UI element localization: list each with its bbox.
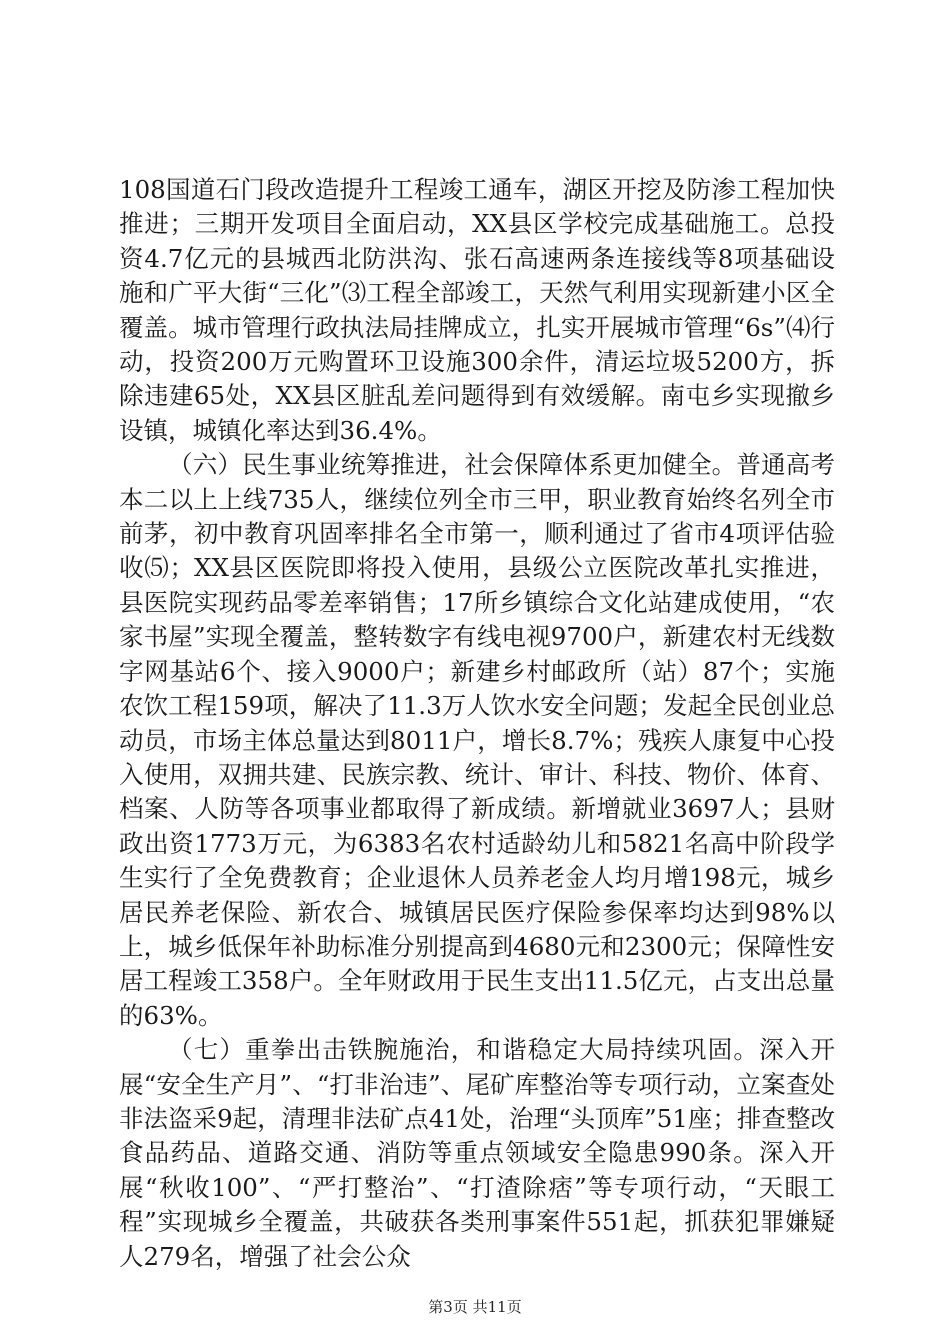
paragraph-stability: （七）重拳出击铁腕施治，和谐稳定大局持续巩固。深入开展“安全生产月”、“打非治违”、尾矿库整治等专项行动，立案查处非法盗采9起，清理非法矿点41处，治理“头顶库”51座；排查整改食品药品、道路交通、消防等重点领域安全隐患990条。深入开展“秋收100”、“严打整治”、“打渣除痞”等专项行动，“天眼工程”实现城乡全覆盖，共破获各类刑事案件551起，抓获犯罪嫌疑人279名，增强了社会公众 xyxy=(119,1035,835,1271)
paragraph-livelihood: （六）民生事业统筹推进，社会保障体系更加健全。普通高考本二以上上线735人，继续位列全市三甲，职业教育始终名列全市前茅，初中教育巩固率排名全市第一，顺利通过了省市4项评估验收⑸；XX县区医院即将投入使用，县级公立医院改革扎实推进，县医院实现药品零差率销售；17所乡镇综合文化站建成使用，“农家书屋”实现全覆盖，整转数字有线电视9700户，新建农村无线数字网基站6个、接入9000户；新建乡村邮政所（站）87个；实施农饮工程159项，解决了11.3万人饮水安全问题；发起全民创业总动员，市场主体总量达到8011户，增长8.7%；残疾人康复中心投入使用，双拥共建、民族宗教、统计、审计、科技、物价、体育、档案、人防等各项事业都取得了新成绩。新增就业3697人；县财政出资1773万元，为6383名农村适龄幼儿和5821名高中阶段学生实行了全免费教育；企业退休人员养老金人均月增198元，城乡居民养老保险、新农合、城镇居民医疗保险参保率均达到98%以上，城乡低保年补助标准分别提高到4680元和2300元；保障性安居工程竣工358户。全年财政用于民生支出11.5亿元，占支出总量的63%。 xyxy=(119,450,835,1030)
paragraph-infrastructure: 108国道石门段改造提升工程竣工通车，湖区开挖及防渗工程加快推进；三期开发项目全面启动，XX县区学校完成基础施工。总投资4.7亿元的县城西北防洪沟、张石高速两条连接线等8项基础设施和广平大街“三化”⑶工程全部竣工，天然气利用实现新建小区全覆盖。城市管理行政执法局挂牌成立，扎实开展城市管理“6s”⑷行动，投资200万元购置环卫设施300余件，清运垃圾5200方，拆除违建65处，XX县区脏乱差问题得到有效缓解。南屯乡实现撤乡设镇，城镇化率达到36.4%。 xyxy=(119,175,835,445)
page-number-footer: 第3页 共11页 xyxy=(428,1298,522,1316)
document-body xyxy=(119,173,835,1274)
